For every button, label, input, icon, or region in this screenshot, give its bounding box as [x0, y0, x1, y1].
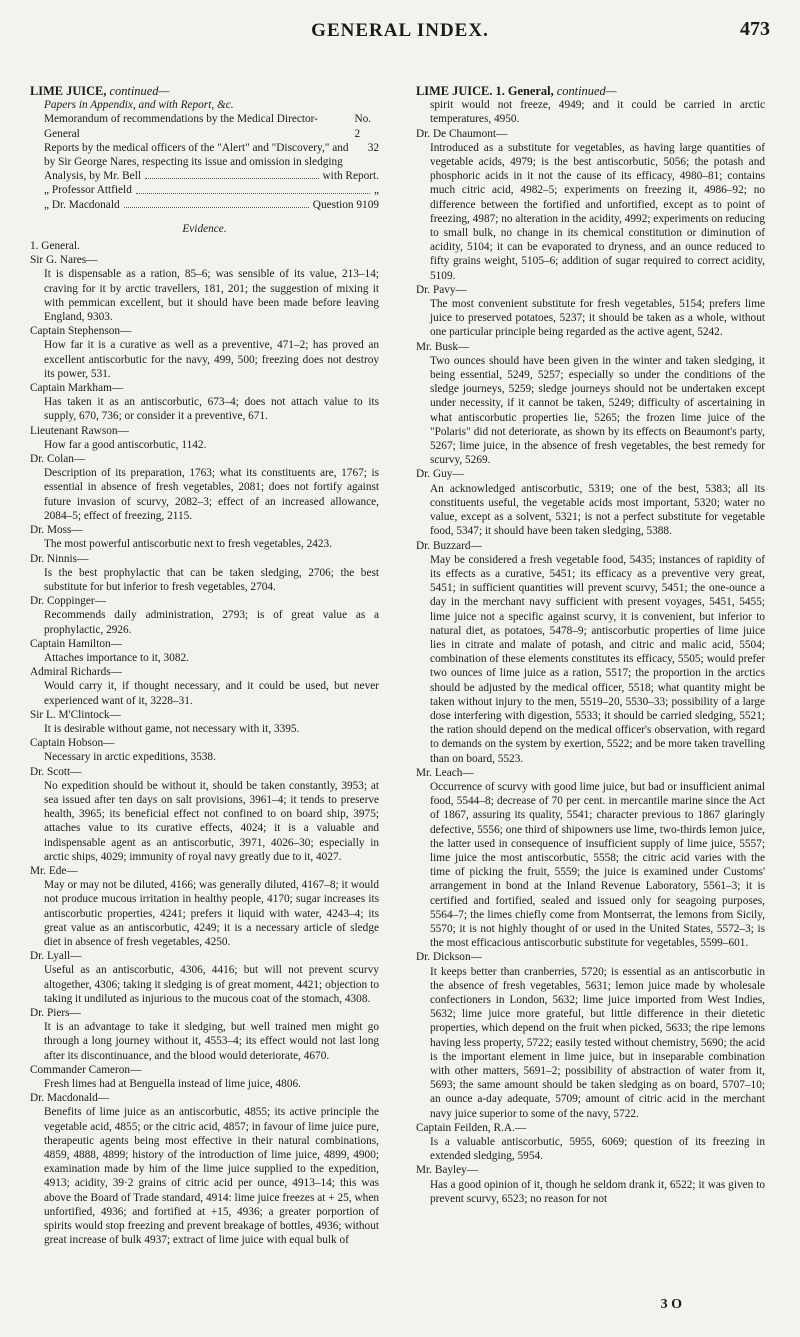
- witness-entry: [30, 637, 379, 665]
- witness-entry: [416, 766, 765, 951]
- witness-text: It is dispensable as a ration, 85–6; was sensible of its value, 213–14; craving for it by arctic travellers, 181, 201; the suggestion of mixing it with pemmican excellent, but it should have been made before leaving England, 9303.: [44, 268, 379, 324]
- reference-text: Reports by the medical officers of the "Alert" and "Discovery," and by Sir George Nares, respecting its issue and omission in sledging: [44, 141, 349, 169]
- witness-text: It keeps better than cranberries, 5720; is essential as an antiscorbutic in the absence of fresh vegetables, 5631; lemon juice made by wholesale confectioners in London, 5632; lime juice imported from West Indies, 5632; lime juice more grateful, but little difference in their dietetic properties, which depend on the fruit when picked, 5633; the ripe lemons having less property, 5722; easily tested without chemistry, 5690; the acid is the important element in lime juice, but in inseparable combination with other matters, 5691–2; possibility of abstraction of water from it, 5693; the same amount should be taken sledging as on board, 5707–10; an ounce a-day adequate, 5709; amount of citric acid in the merchant navy juice superior to some of the navy, 5722.: [430, 965, 765, 1120]
- witness-entry: [30, 523, 379, 551]
- witness-name: Dr. Pavy—: [416, 283, 467, 296]
- witness-name: Dr. Moss—: [30, 524, 83, 537]
- witness-name: Mr. Ede—: [30, 864, 78, 877]
- witness-name: Sir L. M'Clintock—: [30, 708, 121, 721]
- reference-number: No. 2: [354, 113, 372, 140]
- reference-text: Analysis, by Mr. Bell: [44, 170, 141, 183]
- right-column: [416, 84, 765, 1206]
- witness-name: Captain Markham—: [30, 382, 124, 395]
- witness-entry: [30, 765, 379, 864]
- papers-subheading: Papers in Appendix, and with Report, &c.: [44, 99, 234, 112]
- witness-text: Description of its preparation, 1763; what its constituents are, 1767; is essential in absence of fresh vegetables, 2081; does not fortify against future invasion of scurvy, 2082–3; effect of an increased allowance, 2084–5; effect of freezing, 2115.: [44, 467, 379, 522]
- witness-entry: [416, 127, 765, 283]
- signature-mark: 3 O: [660, 1297, 682, 1312]
- running-title: GENERAL INDEX.: [311, 20, 489, 41]
- witness-name: Dr. Piers—: [30, 1007, 81, 1019]
- witness-name: Dr. Macdonald—: [30, 1092, 110, 1105]
- witness-entry: [30, 949, 379, 1006]
- witness-entry: [416, 950, 765, 1120]
- witness-entry: [30, 708, 379, 736]
- witness-name: Captain Feilden, R.A.—: [416, 1121, 527, 1134]
- leader-dots: [145, 169, 319, 179]
- witness-text: Useful as an antiscorbutic, 4306, 4416; but will not prevent scurvy altogether, 4306; taking it sledging is of great moment, 4421; objection to taking it undiluted as injurious to the mucous coat of the stomach, 4308.: [44, 964, 379, 1005]
- reference-text: „ Professor Attfield: [44, 184, 132, 197]
- witness-entry: [416, 467, 765, 538]
- witness-name: Dr. Ninnis—: [30, 552, 89, 565]
- leader-dots: [124, 198, 309, 208]
- witness-text: No expedition should be without it, should be taken constantly, 3953; at sea issued after ten days on salt provisions, 3961–4; it tends to preserve health, 3965; its beneficial effect not confined to on board ship, 3975; attaches value to its curative effects, 4024; it is a valuable and indispensable agent as an antiscorbutic, 3971, 4026–30; especially in arctic ships, 4029; immunity of royal navy greatly due to it, 4027.: [44, 779, 379, 863]
- reference-row: [30, 169, 379, 183]
- reference-number: with Report.: [322, 170, 379, 183]
- witness-entry: [416, 283, 765, 340]
- witness-text: Occurrence of scurvy with good lime juice, but bad or insufficient animal food, 5544–8; decrease of 70 per cent. in mercantile marine since the Act of 1867, assuring its quality, 5541; character previous to 1867 glaringly defective, 5556; one third of shipowners use lime, two-thirds lemon juice, the latter used in consequence of insufficient supply of lime juice, 5557; lime juice the most antiscorbutic, 5558; the citric acid varies with the time of picking the fruit, 5559; the juice is examined under Customs' arrangement in bond at the Inland Revenue Laboratory, 5561–3; it is certified and fortified, sealed and issued only for seagoing purposes, 5564–7; the limes chiefly come from Montserrat, the lemons from Sicily, 5570; it is not highly thought of or used in the United States, 5572–3; is the most efficacious antiscorbutic substitute for vegetables, 5599–601.: [430, 780, 765, 950]
- reference-row: [30, 112, 379, 140]
- witness-text: Fresh limes had at Benguella instead of lime juice, 4806.: [44, 1078, 301, 1091]
- heading-continued: continued—: [109, 84, 170, 98]
- witness-text: Two ounces should have been given in the winter and taken sledging, it being essential, 5249, 5257; especially so under the conditions of the sledge journeys, 5259; sledge journeys should not be undertaken except under necessity, if it cannot be taken, 5249; difficulty of ascertaining in what antiscorbutic properties lie, 5265; the frozen lime juice of the "Polaris" did not deteriorate, as shown by its effects on Beaumont's party, 5267; lime juice, in the absence of fresh vegetables, the best remedy for scurvy, 5269.: [430, 354, 765, 467]
- witness-text: Has taken it as an antiscorbutic, 673–4; does not attach value to its supply, 670, 736; or consider it a preventive, 671.: [44, 396, 379, 423]
- witness-entry: [30, 1006, 379, 1063]
- reference-number: 32: [367, 141, 379, 154]
- witness-entry: [30, 665, 379, 708]
- witness-name: Dr. Lyall—: [30, 950, 82, 963]
- witness-name: Dr. Guy—: [416, 468, 464, 481]
- page-header: [0, 16, 800, 48]
- witness-name: Dr. Dickson—: [416, 951, 482, 964]
- witness-text: Would carry it, if thought necessary, and it could be used, but never experienced want of it, 3228–31.: [44, 680, 379, 707]
- reference-number: „: [373, 184, 379, 197]
- witness-text: Has a good opinion of it, though he seldom drank it, 6522; it was given to prevent scurvy, 6523; no reason for not: [430, 1178, 765, 1205]
- witness-text: Necessary in arctic expeditions, 3538.: [44, 751, 216, 764]
- witness-entry: [416, 340, 765, 468]
- witness-entry: [30, 253, 379, 324]
- witness-name: Dr. Coppinger—: [30, 595, 106, 608]
- witness-text: It is desirable without game, not necessary with it, 3395.: [44, 722, 300, 735]
- witness-entry: [416, 1163, 765, 1206]
- witness-text: An acknowledged antiscorbutic, 5319; one of the best, 5383; all its constituents useful, the vegetable acids most important, 5320; water no value, except as a solvent, 5321; is not a perfect substitute for vegetable food, 5347; it should have been taken sledging, 5388.: [430, 482, 765, 538]
- left-column: [30, 84, 379, 1247]
- witness-text: It is an advantage to take it sledging, but well trained men might go through a long journey without it, 4553–4; its effect would not last long after its discontinuance, and the blood would deteriorate, 4670.: [44, 1021, 379, 1062]
- witness-text: May or may not be diluted, 4166; was generally diluted, 4167–8; it would not produce mucous irritation in healthy people, 4170; sugar increases its antiscorbutic properties, 4241; prefers it liquid with water, 4243–4; its great value as an antiscorbutic, 4249; it is a necessary article of sledge diet in absence of fresh vegetables, 4250.: [44, 879, 379, 948]
- witness-entry: [30, 1063, 379, 1091]
- witness-entry: [30, 1091, 379, 1247]
- witness-name: Lieutenant Rawson—: [30, 424, 129, 437]
- witness-text: Recommends daily administration, 2793; is of great value as a prophylactic, 2926.: [44, 609, 379, 636]
- witness-text: Is the best prophylactic that can be taken sledging, 2706; the best substitute for but inferior to fresh vegetables, 2704.: [44, 566, 379, 593]
- witness-name: Dr. Colan—: [30, 453, 86, 466]
- heading-text: LIME JUICE,: [30, 84, 107, 98]
- reference-text: „ Dr. Macdonald: [44, 198, 120, 211]
- witness-entry: [30, 381, 379, 424]
- continued-text: spirit would not freeze, 4949; and it could be carried in arctic temperatures, 4950.: [430, 99, 765, 126]
- witness-entry: [416, 1121, 765, 1164]
- witness-name: Dr. Scott—: [30, 765, 82, 778]
- witness-text: Attaches importance to it, 3082.: [44, 651, 189, 664]
- witness-name: Captain Hobson—: [30, 737, 115, 750]
- witness-entry: [416, 539, 765, 766]
- witness-entry: [30, 424, 379, 452]
- witness-name: Sir G. Nares—: [30, 254, 98, 267]
- witness-name: Mr. Busk—: [416, 340, 470, 353]
- witness-text: Is a valuable antiscorbutic, 5955, 6069; question of its freezing in extended sledging, 5954.: [430, 1136, 765, 1163]
- witness-name: Admiral Richards—: [30, 666, 122, 679]
- witness-entry: [30, 594, 379, 637]
- reference-row: [30, 141, 379, 169]
- left-column-heading: [30, 84, 379, 98]
- right-column-heading: [416, 84, 765, 98]
- witness-text: How far a good antiscorbutic, 1142.: [44, 438, 207, 451]
- witness-text: The most convenient substitute for fresh vegetables, 5154; prefers lime juice to preserved potatoes, 5237; it should be taken as a whole, without one particular principle being regarded as the active agent, 5242.: [430, 298, 765, 339]
- heading-continued: continued—: [556, 84, 617, 98]
- witness-text: May be considered a fresh vegetable food, 5435; instances of rapidity of its effects as a curative, 5451; its efficacy as a preventive very great, 5451; in sufficient quantities will prevent scurvy, 5451; the one-ounce a day in the merchant navy sufficient with present voyages, 5451, 5455; lime juice not a specific against scurvy, it is convenient, but inferior to natural diet, as potatoes, 5478–9; antiscorbutic properties of lime juice lies in citrate and malate of potash, and citric and malic acid, 5504; combination of these elements constitutes its efficacy, 5505; would prefer two ounces of lime juice as a ration, 5517; the proportion in the arctics should be adjusted by the medical officer, 5518; what quantity might be taken without injury to the men, 5519–20, 5530–33; possibility of a large dose interfering with digestion, 5533; it should be carried sledging, 5521; the ration should depend on the medical officer's observation, with regard to demands on the system by exertion, 5522; and be more taken travelling than on board, 5523.: [430, 553, 765, 765]
- leader-dots: [136, 183, 370, 193]
- reference-text: Memorandum of recommendations by the Medical Director-General: [44, 113, 318, 140]
- witness-name: Dr. Buzzard—: [416, 539, 482, 552]
- witness-name: Mr. Leach—: [416, 766, 474, 779]
- witness-entry: [30, 324, 379, 381]
- witness-text: Introduced as a substitute for vegetables, as having large quantities of vegetable acids, 4979; is the best antiscorbutic, 5056; the potash and phosphoric acids in it not the cause of its efficacy, 4980–81; contains much citric acid, 4982–5; experiments on freezing it, 4986–92; no difference between the fortified and unfortified, except as to point of freezing, 4987; no alteration in the acidity, 4992; experiments on reducing to small bulk, no change in its chemical constitution or diminution of acidity, 5104; it can be evaporated to dryness, and an ounce reduced to fifty grains weight, 5105–6; addition of sugar required to correct acidity, 5109.: [430, 141, 765, 282]
- witness-text: Benefits of lime juice as an antiscorbutic, 4855; its active principle the vegetable acid, 4855; or the citric acid, 4857; in favour of lime juice pure, therapeutic agents being most effective in their natural combinations, 4859, 4888, 4899; history of the introduction of lime juice, 4899, 4900; examination made by him of the lime juice supplied to the expedition, 4913; acidity, 39·2 grains of citric acid per ounce, 4913–14; this was above the Board of Trade standard, 4914: lime juice freezes at + 25, when unfortified, 4936; and fortified at +15, 4936; a greater porportion of spirits would stop freezing and prevent breakage of bottles, 4936; without great increase of bulk 4937; extract of lime juice with equal bulk of: [44, 1106, 379, 1247]
- general-heading: 1. General.: [30, 240, 80, 253]
- witness-name: Captain Stephenson—: [30, 325, 132, 338]
- reference-number: Question 9109: [312, 198, 379, 211]
- page-number: 473: [740, 18, 770, 40]
- witness-entry: [30, 552, 379, 595]
- witness-entry: [30, 864, 379, 949]
- witness-name: Captain Hamilton—: [30, 637, 122, 650]
- reference-row: [30, 198, 379, 212]
- witness-entry: [30, 736, 379, 764]
- witness-name: Commander Cameron—: [30, 1063, 142, 1076]
- witness-entry: [30, 452, 379, 523]
- evidence-heading: Evidence.: [182, 222, 227, 235]
- witness-text: The most powerful antiscorbutic next to fresh vegetables, 2423.: [44, 538, 332, 551]
- heading-text: LIME JUICE. 1. General,: [416, 84, 554, 98]
- witness-text: How far it is a curative as well as a preventive, 471–2; has proved an excellent antiscorbutic for the navy, 499, 500; freezing does not destroy its power, 531.: [44, 339, 379, 380]
- witness-name: Mr. Bayley—: [416, 1164, 479, 1177]
- witness-name: Dr. De Chaumont—: [416, 127, 508, 140]
- reference-row: [30, 183, 379, 197]
